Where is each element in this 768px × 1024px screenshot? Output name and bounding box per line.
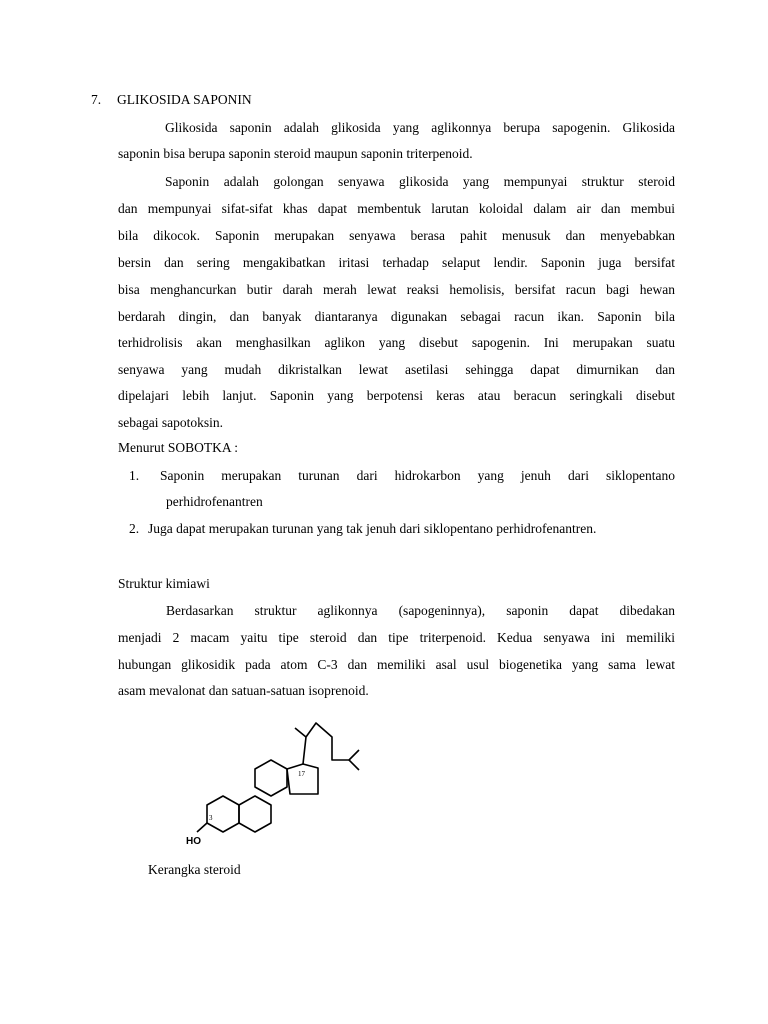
paragraph-2-line: dan mempunyai sifat-sifat khas dapat membentuk larutan koloidal dalam air dan membui [118, 201, 675, 216]
paragraph-2-line: berdarah dingin, dan banyak diantaranya digunakan sebagai racun ikan. Saponin bila [118, 309, 675, 324]
locant-17: 17 [298, 770, 305, 778]
ring-d [287, 764, 318, 794]
paragraph-2-line: sebagai sapotoksin. [118, 415, 223, 430]
ho-label: HO [186, 836, 201, 847]
ho-bond [197, 823, 207, 832]
steroid-structure-drawing [180, 712, 380, 852]
list-item-1-number: 1. [129, 468, 140, 483]
list-item-1-line-2: perhidrofenantren [166, 494, 263, 509]
paragraph-2-line: senyawa yang mudah dikristalkan lewat asetilasi sehingga dapat dimurnikan dan [118, 362, 675, 377]
list-item-1-line-1: Saponin merupakan turunan dari hidrokarbon yang jenuh dari siklopentano [160, 468, 675, 483]
struktur-line: hubungan glikosidik pada atom C-3 dan memiliki asal usul biogenetika yang sama lewat [118, 657, 675, 672]
menurut-heading: Menurut SOBOTKA : [118, 440, 239, 455]
section-number: 7. [91, 92, 102, 107]
methyl-branch-20 [295, 728, 306, 737]
list-item-2-line-1: Juga dapat merupakan turunan yang tak jenuh dari siklopentano perhidrofenantren. [148, 521, 597, 536]
paragraph-2-line: bisa menghancurkan butir darah merah lewat reaksi hemolisis, bersifat racun bagi hewan [118, 282, 675, 297]
paragraph-2-line: dipelajari lebih lanjut. Saponin yang berpotensi keras atau beracun seringkali disebut [118, 388, 675, 403]
struktur-heading: Struktur kimiawi [118, 576, 210, 591]
struktur-line: Berdasarkan struktur aglikonnya (sapogeninnya), saponin dapat dibedakan [166, 603, 675, 618]
side-chain [303, 723, 359, 764]
paragraph-2-line: bersin dan sering mengakibatkan iritasi terhadap selaput lendir. Saponin juga bersifat [118, 255, 675, 270]
paragraph-2-line: terhidrolisis akan menghasilkan aglikon yang disebut sapogenin. Ini merupakan suatu [118, 335, 675, 350]
struktur-line: menjadi 2 macam yaitu tipe steroid dan tipe triterpenoid. Kedua senyawa ini memiliki [118, 630, 675, 645]
paragraph-2-line: Saponin adalah golongan senyawa glikosida yang mempunyai struktur steroid [165, 174, 675, 189]
struktur-line: asam mevalonat dan satuan-satuan isoprenoid. [118, 683, 369, 698]
section-title: GLIKOSIDA SAPONIN [117, 92, 252, 107]
paragraph-1-line-2: saponin bisa berupa saponin steroid maupun saponin triterpenoid. [118, 146, 473, 161]
paragraph-2-line: bila dikocok. Saponin merupakan senyawa berasa pahit menusuk dan menyebabkan [118, 228, 675, 243]
ring-b [239, 796, 271, 832]
steroid-skeleton-figure [180, 712, 380, 852]
locant-3: 3 [209, 814, 213, 822]
methyl-branch-25 [349, 760, 359, 770]
paragraph-1-line-1: Glikosida saponin adalah glikosida yang aglikonnya berupa sapogenin. Glikosida [165, 120, 675, 135]
ring-c [255, 760, 287, 796]
list-item-2-number: 2. [129, 521, 140, 536]
figure-caption: Kerangka steroid [148, 862, 241, 877]
